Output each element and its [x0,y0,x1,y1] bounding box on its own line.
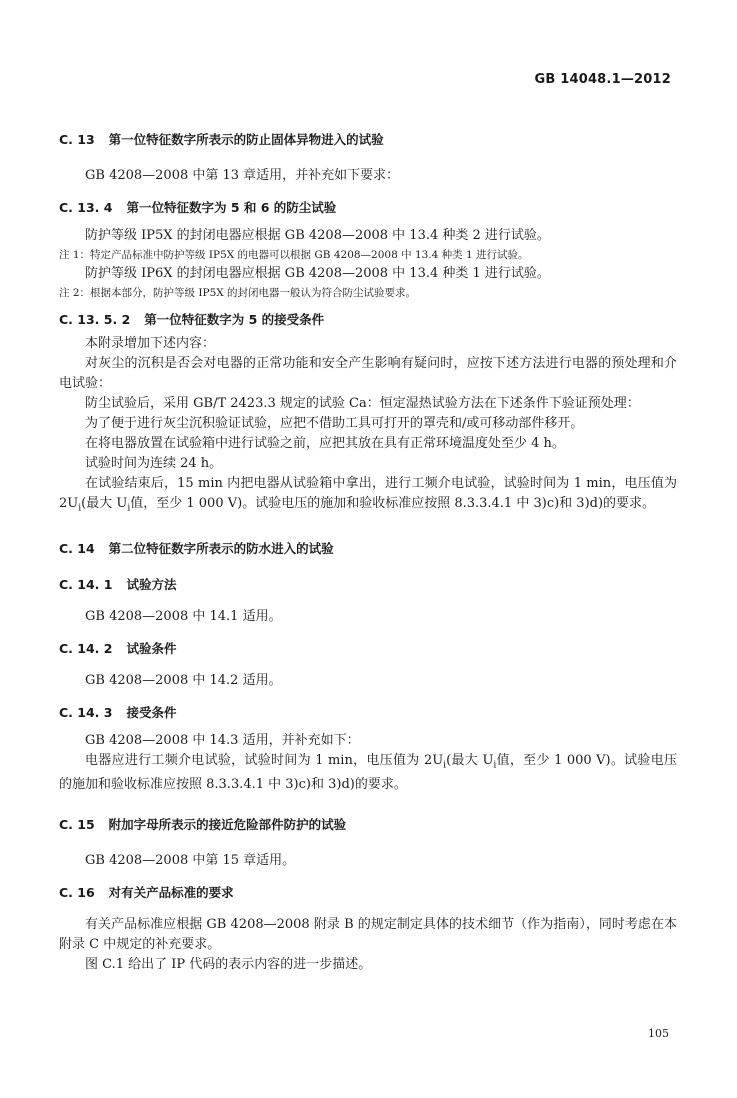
subscript: i [78,503,82,514]
section-number: C. 13. 5. 2 [59,312,131,327]
paragraph: GB 4208—2008 中 14.3 适用，并补充如下： [85,732,360,748]
paragraph: GB 4208—2008 中 14.1 适用。 [85,608,282,624]
section-heading-c14-1 [59,575,677,595]
paragraph: 为了便于进行灰尘沉积验证试验，应把不借助工具可打开的罩壳和/或可移动部件移开。 [85,416,584,431]
section-title: 附加字母所表示的接近危险部件防护的试验 [108,817,347,833]
section-heading-c16 [59,883,677,903]
text-run: 值，至少 1 000 V)。试验电压的施加和验收标准应按照 8.3.3.4.1 中 3)c)和 3)d)的要求。 [130,496,656,511]
section-heading-c14 [59,539,677,559]
section-title: 第二位特征数字所表示的防水进入的试验 [108,540,334,556]
section-number: C. 16 [59,885,95,901]
section-title: 对有关产品标准的要求 [108,885,234,901]
paragraph: GB 4208—2008 中第 15 章适用。 [85,853,296,869]
paragraph: 对灰尘的沉积是否会对电器的正常功能和安全产生影响有疑问时，应按下述方法进行电器的预处理和介电试验： [59,356,677,391]
paragraph: 防护等级 IP5X 的封闭电器应根据 GB 4208—2008 中 13.4 种类 2 进行试验。 [85,228,550,243]
text-run: (最大 U [81,496,128,511]
paragraph: 防护等级 IP6X 的封闭电器应根据 GB 4208—2008 中 13.4 种类 1 进行试验。 [85,266,550,281]
note: 注 2：根据本部分，防护等级 IP5X 的封闭电器一般认为符合防尘试验要求。 [59,287,417,299]
section-heading-c14-2 [59,639,677,659]
section-title: 接受条件 [126,704,177,720]
section-title: 第一位特征数字所表示的防止固体异物进入的试验 [108,132,384,147]
text-run: (最大 U [446,752,494,768]
section-number: C. 14 [59,540,95,556]
section-heading-c13 [59,130,677,150]
paragraph: 有关产品标准应根据 GB 4208—2008 附录 B 的规定制定具体的技术细节（作为指南），同时考虑在本附录 C 中规定的补充要求。 [59,917,677,953]
section-number: C. 13 [59,132,95,147]
paragraph: GB 4208—2008 中第 13 章适用，并补充如下要求： [85,168,400,183]
text-run: 电器应进行工频介电试验，试验时间为 1 min，电压值为 2U [85,752,444,768]
section-number: C. 15 [59,817,95,833]
section-number: C. 14. 2 [59,640,113,656]
section-title: 试验条件 [126,640,177,656]
section-title: 第一位特征数字为 5 和 6 的防尘试验 [126,200,337,215]
paragraph [59,474,677,519]
paragraph: 本附录增加下述内容： [85,336,216,351]
paragraph: 防尘试验后，采用 GB/T 2423.3 规定的试验 Ca：恒定湿热试验方法在下述条件下验证预处理： [85,396,640,411]
paragraph [59,751,677,796]
page-content [59,130,677,975]
subscript: i [127,503,131,514]
section-number: C. 14. 1 [59,576,113,592]
standard-code: GB 14048.1—2012 [534,72,671,87]
text-run: 值，至少 1 000 V)。试验电压的施加和验收标准应按照 8.3.3.4.1 中 3)c)和 3)d)的要求。 [59,752,677,793]
section-title: 试验方法 [126,576,177,592]
note: 注 1：特定产品标准中防护等级 IP5X 的电器可以根据 GB 4208—2008 中 13.4 种类 1 进行试验。 [59,249,529,261]
section-heading-c13-4 [59,198,677,218]
paragraph: 图 C.1 给出了 IP 代码的表示内容的进一步描述。 [85,957,372,973]
page-number: 105 [648,1027,669,1040]
section-number: C. 14. 3 [59,704,113,720]
paragraph: GB 4208—2008 中 14.2 适用。 [85,672,282,688]
section-heading-c14-3 [59,703,677,723]
subscript: i [443,760,447,771]
section-title: 第一位特征数字为 5 的接受条件 [144,312,325,327]
subscript: i [493,760,497,771]
section-number: C. 13. 4 [59,200,113,215]
paragraph: 在将电器放置在试验箱中进行试验之前，应把其放在具有正常环境温度处至少 4 h。 [85,436,565,451]
text-run: 在试验结束后，15 min 内把电器从试验箱中拿出，进行工频介电试验，试验时间为 1 min，电压值为 2U [59,476,677,511]
paragraph: 试验时间为连续 24 h。 [85,456,223,471]
section-heading-c15 [59,815,677,835]
section-heading-c13-5-2 [59,310,677,330]
